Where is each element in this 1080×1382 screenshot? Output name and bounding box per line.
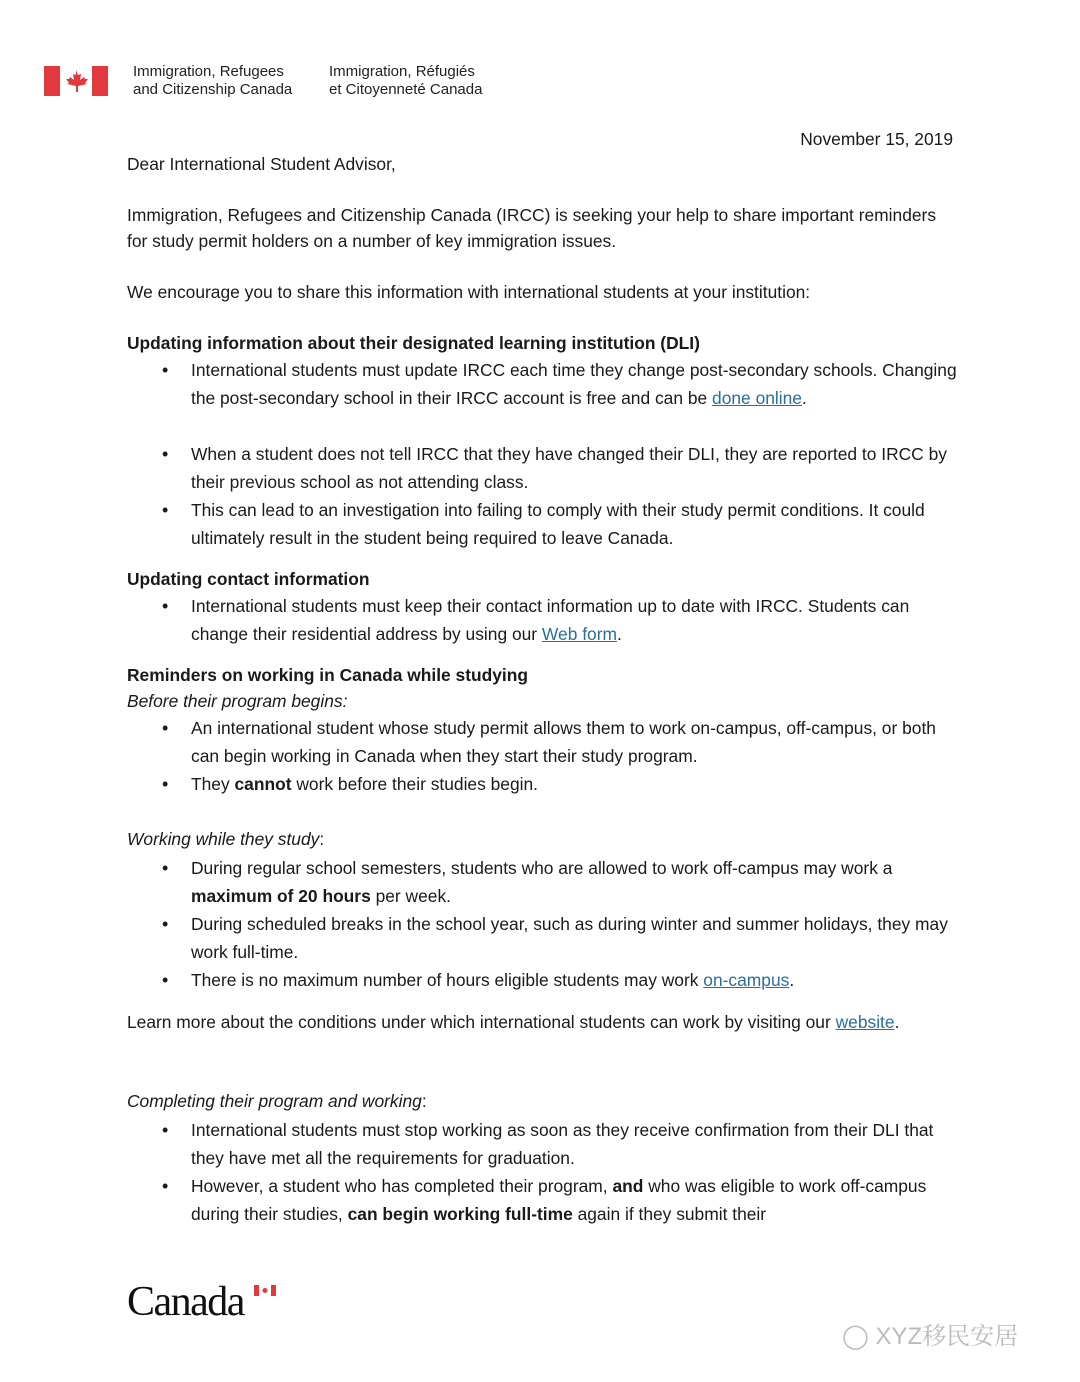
inline-link[interactable]: Web form (541, 624, 617, 644)
text-run: Completing their program and working (127, 1091, 422, 1111)
text-run: Immigration, Refugees and Citizenship Canada (IRCC) is seeking your help to share important reminders for study permit holders on a number of key immigration issues. (127, 205, 937, 251)
bullet-item (191, 356, 961, 412)
text-run: again if they submit their (572, 1204, 767, 1224)
text-run: When a student does not tell IRCC that they have changed their DLI, they are reported to IRCC by their previous school as not attending class. (191, 444, 947, 492)
text-run: However, a student who has completed their program, (191, 1176, 613, 1196)
text-run: who was eligible to work off-campus during their studies, (191, 1176, 927, 1224)
bold-text: and (612, 1176, 644, 1196)
subheading-before-program (127, 688, 957, 714)
text-run: . (789, 970, 795, 990)
heading-working (127, 662, 957, 688)
text-run: They (191, 774, 235, 794)
department-name-french (329, 63, 482, 99)
dept-en-line: and Citizenship Canada (133, 81, 293, 98)
bullet-item (191, 854, 961, 910)
bullet-item (191, 770, 961, 798)
heading-dli (127, 330, 957, 356)
text-run: . (894, 1012, 900, 1032)
text-run: Before their program begins: (127, 691, 348, 711)
bold-text: can begin working full-time (347, 1204, 573, 1224)
text-run: . (616, 624, 622, 644)
text-run: Updating contact information (127, 569, 370, 589)
bullet-item (191, 440, 961, 496)
bullet-item (191, 592, 961, 648)
text-run: Working while they study (127, 829, 320, 849)
text-run: Reminders on working in Canada while studying (127, 665, 529, 685)
letter-date: November 15, 2019 (800, 129, 953, 149)
wechat-icon: ◯ (842, 1323, 869, 1350)
canada-wordmark: Canada (127, 1279, 244, 1325)
learn-more-paragraph (127, 1009, 957, 1035)
text-run: . (801, 388, 807, 408)
text-run: This can lead to an investigation into failing to comply with their study permit conditions. It could ultimately result in the student being required to leave Canada. (191, 500, 925, 548)
subheading-while-study (127, 826, 957, 852)
text-run: Updating information about their designated learning institution (DLI) (127, 333, 700, 353)
inline-link[interactable]: website (835, 1012, 895, 1032)
text-run: There is no maximum number of hours eligible students may work (191, 970, 704, 990)
text-run: per week. (370, 886, 451, 906)
dept-en-line: Immigration, Refugees (133, 63, 284, 80)
text-run: : (319, 829, 325, 849)
text-run: Learn more about the conditions under which international students can work by visiting our (127, 1012, 836, 1032)
intro-paragraph (127, 202, 957, 254)
text-run: We encourage you to share this information with international students at your institution: (127, 282, 811, 302)
dept-fr-line: et Citoyenneté Canada (329, 81, 483, 98)
text-run: : (421, 1091, 427, 1111)
wechat-watermark (842, 1316, 1018, 1351)
bullet-item (191, 910, 961, 966)
inline-link[interactable]: done online (712, 388, 802, 408)
bullet-item (191, 1172, 961, 1228)
bullet-item (191, 714, 961, 770)
bullet-item (191, 496, 961, 552)
text-run: During scheduled breaks in the school year, such as during winter and summer holidays, they may work full-time. (191, 914, 948, 962)
subheading-completing (127, 1088, 957, 1114)
text-run: International students must keep their contact information up to date with IRCC. Students can change their residential address by using our (191, 596, 910, 644)
salutation: Dear International Student Advisor, (127, 154, 396, 174)
bullet-item (191, 966, 961, 994)
text-run: International students must update IRCC each time they change post-secondary schools. Changing the post-secondary school in their IRCC account is free and can be (191, 360, 957, 408)
wordmark-flag-icon (254, 1285, 276, 1296)
watermark-text: XYZ移民安居 (875, 1323, 1019, 1350)
inline-link[interactable]: on-campus (703, 970, 790, 990)
bold-text: maximum of 20 hours (191, 886, 371, 906)
text-run: International students must stop working as soon as they receive confirmation from their DLI that they have met all the requirements for graduation. (191, 1120, 934, 1168)
bold-text: cannot (234, 774, 292, 794)
text-run: During regular school semesters, students who are allowed to work off-campus may work a (191, 858, 893, 878)
department-name-english (133, 63, 292, 99)
encourage-paragraph (127, 279, 957, 305)
text-run: An international student whose study permit allows them to work on-campus, off-campus, or both can begin working in Canada when they start their study program. (191, 718, 936, 766)
dept-fr-line: Immigration, Réfugiés (329, 63, 475, 80)
heading-contact (127, 566, 957, 592)
bullet-item (191, 1116, 961, 1172)
text-run: work before their studies begin. (291, 774, 539, 794)
canada-flag-logo (44, 66, 108, 96)
